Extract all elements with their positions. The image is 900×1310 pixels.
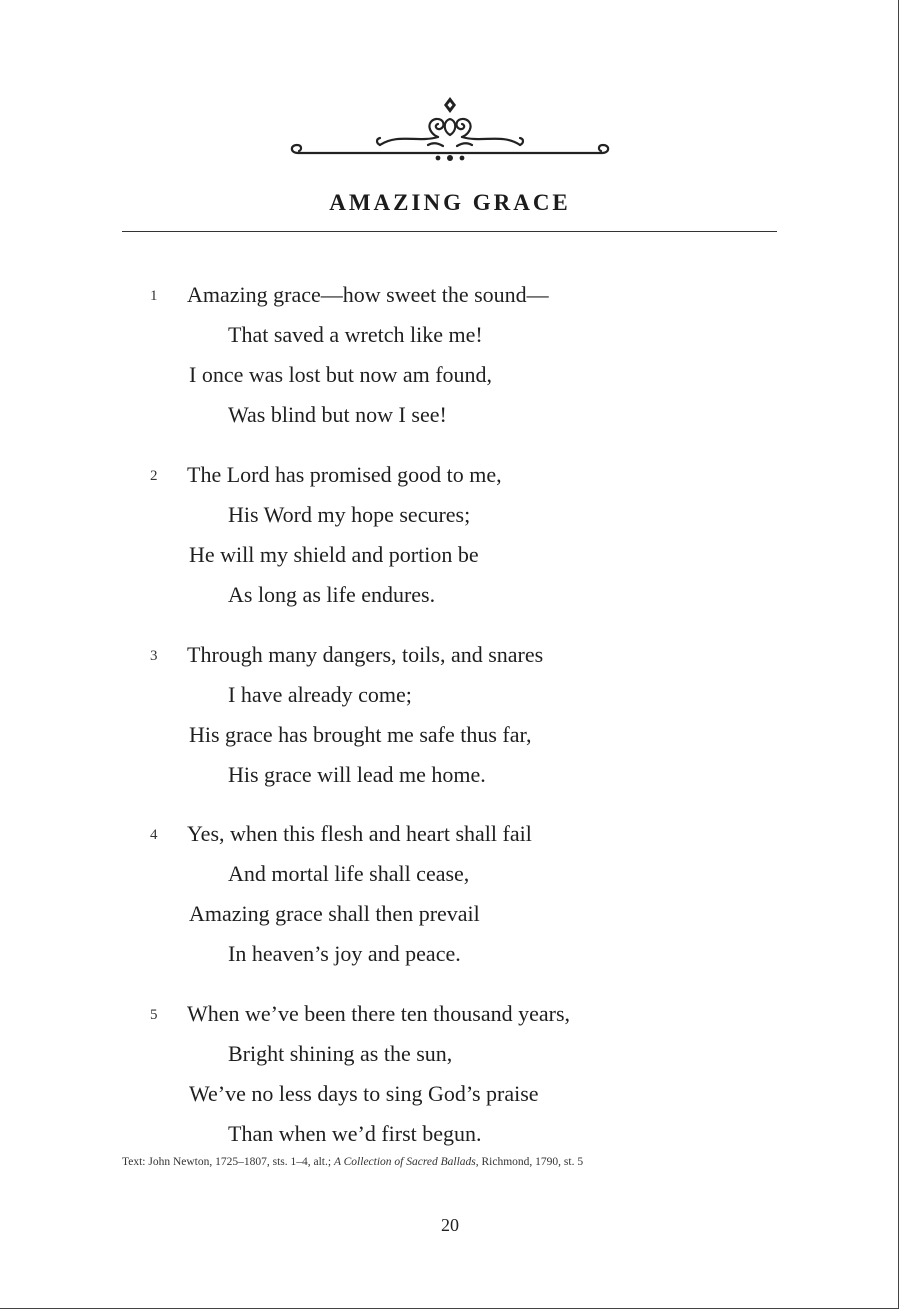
hymn-title: AMAZING GRACE xyxy=(329,190,571,215)
stanza-number: 4 xyxy=(150,827,158,843)
verse-line: That saved a wretch like me! xyxy=(228,322,483,347)
source-attribution xyxy=(122,1156,583,1168)
verse-line: Amazing grace shall then prevail xyxy=(189,901,480,926)
verse-line: We’ve no less days to sing God’s praise xyxy=(189,1081,539,1106)
stanza-3 xyxy=(0,630,900,800)
stanza-5 xyxy=(0,989,900,1159)
verse-line: In heaven’s joy and peace. xyxy=(228,941,461,966)
stanza-number: 1 xyxy=(150,288,158,304)
verse-line: His grace has brought me safe thus far, xyxy=(189,722,532,747)
verse-line: His Word my hope secures; xyxy=(228,502,471,527)
verse-line: The Lord has promised good to me, xyxy=(187,462,502,487)
stanza-number: 5 xyxy=(150,1007,158,1023)
stanza-2 xyxy=(0,450,900,620)
verse-line: Bright shining as the sun, xyxy=(228,1041,453,1066)
page-number: 20 xyxy=(441,1215,459,1235)
verse-line: I once was lost but now am found, xyxy=(189,362,493,387)
source-prefix: Text: John Newton, 1725–1807, sts. 1–4, alt.; xyxy=(122,1156,334,1168)
verse-line: Amazing grace—how sweet the sound— xyxy=(187,282,549,307)
stanza-number: 3 xyxy=(150,648,158,664)
title-rule xyxy=(122,231,777,232)
verse-line: Was blind but now I see! xyxy=(228,402,447,427)
verse-line: Through many dangers, toils, and snares xyxy=(187,642,544,667)
source-collection-title: A Collection of Sacred Ballads xyxy=(333,1156,476,1168)
verse-line: When we’ve been there ten thousand years, xyxy=(187,1001,571,1026)
stanza-1 xyxy=(0,270,900,440)
verse-line: Yes, when this flesh and heart shall fail xyxy=(187,821,532,846)
verse-line: Than when we’d first begun. xyxy=(228,1121,482,1146)
verse-line: I have already come; xyxy=(228,682,412,707)
scroll-flourish-icon xyxy=(288,93,612,165)
verse-line: He will my shield and portion be xyxy=(189,542,479,567)
stanza-number: 2 xyxy=(150,468,158,484)
verse-line: His grace will lead me home. xyxy=(228,762,486,787)
verse-line: As long as life endures. xyxy=(228,582,436,607)
verse-line: And mortal life shall cease, xyxy=(228,861,470,886)
source-suffix: , Richmond, 1790, st. 5 xyxy=(475,1156,584,1168)
stanza-4 xyxy=(0,809,900,979)
